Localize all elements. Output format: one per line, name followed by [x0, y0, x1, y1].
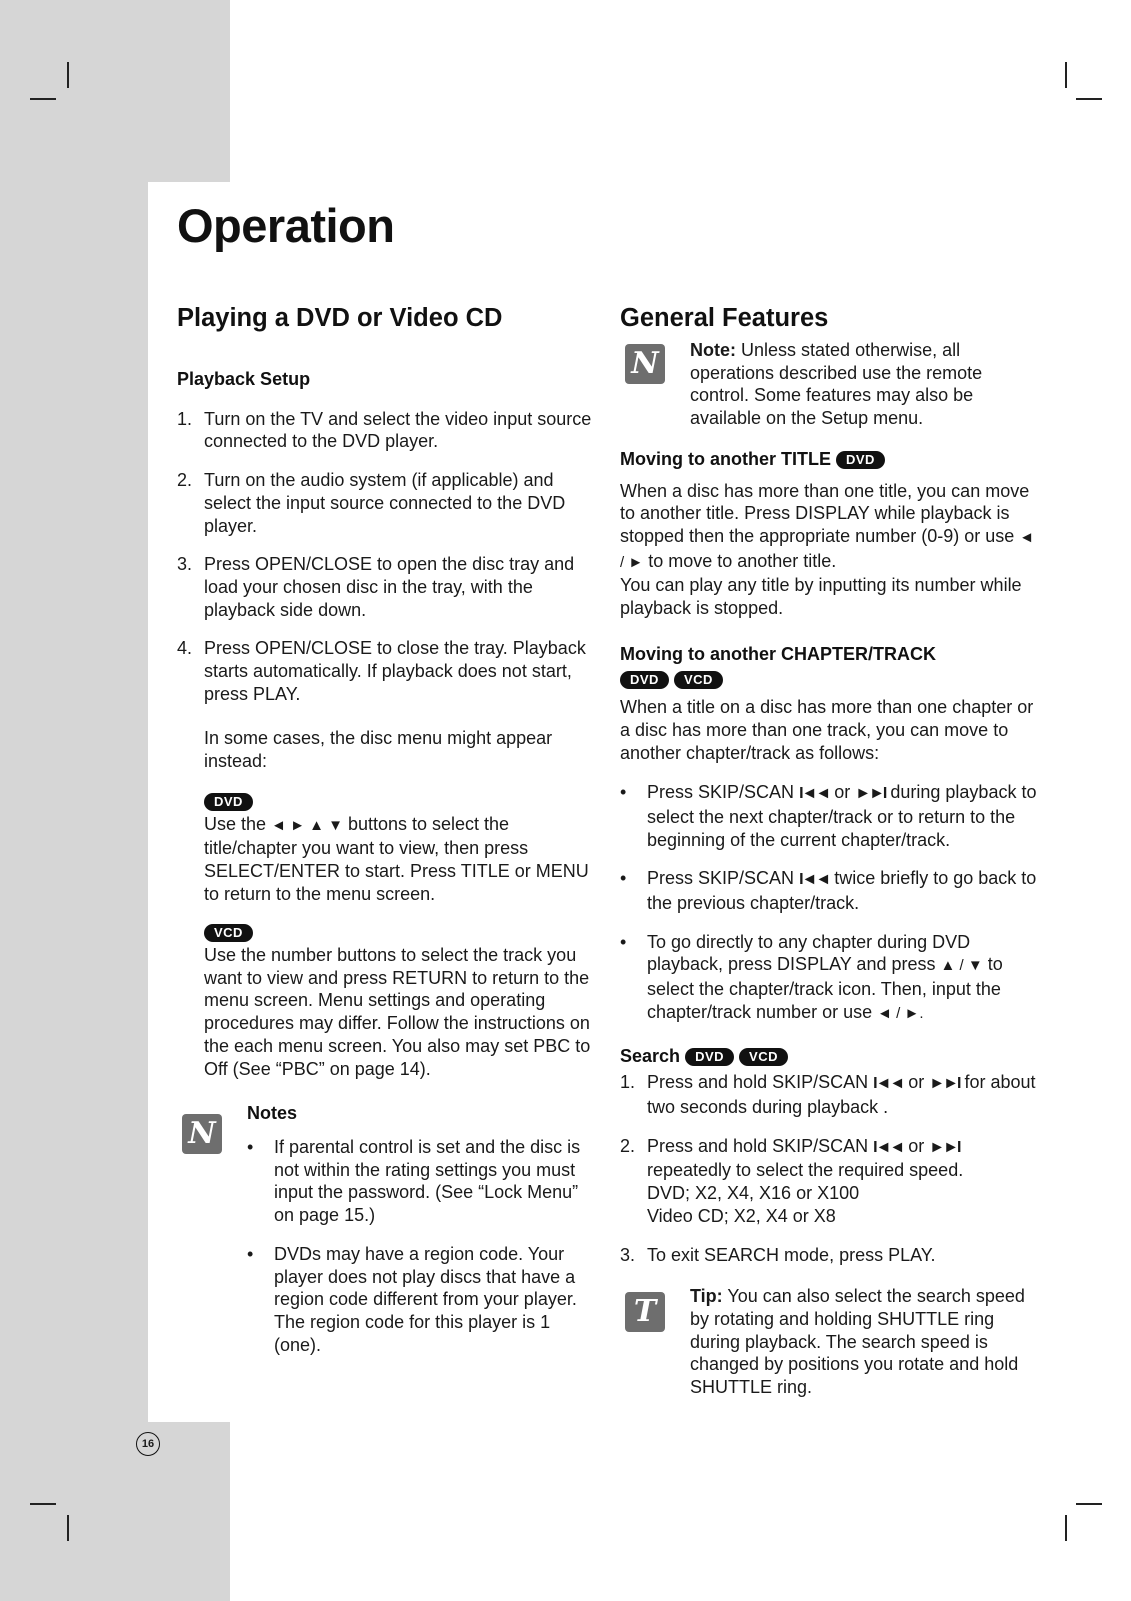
crop-mark: [1076, 1503, 1102, 1505]
title-text: When a disc has more than one title, you can move to another title. Press DISPLAY while playback is stopped then the appropriate number (0-9) or use ◄ / ► to move to another title.: [620, 480, 1035, 571]
crop-mark: [67, 1515, 69, 1541]
tip-block: [620, 1285, 1040, 1399]
skip-prev-icon: I◄◄: [873, 1075, 904, 1093]
list-item: 3. Press OPEN/CLOSE to open the disc tray and load your chosen disc in the tray, with the playback side down.: [177, 554, 575, 620]
title-text-2: You can play any title by inputting its number while playback is stopped.: [620, 575, 1022, 619]
crop-mark: [1065, 62, 1067, 88]
setup-steps: [177, 408, 597, 706]
title-heading: Moving to another TITLE DVD: [620, 448, 1040, 471]
dvd-badge: DVD: [836, 451, 885, 469]
skip-prev-icon: I◄◄: [799, 871, 830, 889]
general-note: [620, 339, 1040, 430]
crop-mark: [1076, 98, 1102, 100]
search-heading: Search DVD VCD: [620, 1045, 1040, 1068]
dvd-badge: DVD: [685, 1048, 734, 1066]
search-steps: [620, 1071, 1040, 1266]
page-number: 16: [136, 1432, 160, 1456]
note-label: Note:: [690, 340, 736, 360]
arrow-buttons-icon: ◄ ► ▲ ▼: [271, 816, 343, 834]
dvd-menu-text: Use the ◄ ► ▲ ▼ buttons to select the title/chapter you want to view, then press SELECT/ENTER to start. Press TITLE or MENU to return to the menu screen.: [204, 813, 589, 904]
vcd-badge: VCD: [739, 1048, 788, 1066]
notes-list: [247, 1136, 597, 1356]
playback-setup-heading: Playback Setup: [177, 369, 311, 389]
list-item: 1. Press and hold SKIP/SCAN I◄◄ or ►►I for about two seconds during playback .: [620, 1072, 1036, 1117]
chapter-intro: When a title on a disc has more than one chapter or a disc has more than one track, you can move to another chapter/track as follows:: [620, 697, 1034, 763]
tip-label: Tip:: [690, 1286, 723, 1307]
list-item: 4. Press OPEN/CLOSE to close the tray. Playback starts automatically. If playback does not start, press PLAY.: [177, 638, 586, 704]
general-features-heading: General Features: [620, 304, 829, 332]
right-column: [620, 302, 1040, 1399]
list-item: • Press SKIP/SCAN I◄◄ or ►►I during playback to select the next chapter/track or to return to the beginning of the current chapter/track.: [620, 782, 1037, 850]
crop-mark: [30, 98, 56, 100]
section-heading: Playing a DVD or Video CD: [177, 304, 503, 332]
list-item: 2. Press and hold SKIP/SCAN I◄◄ or ►►I repeatedly to select the required speed. DVD; X2, X4, X16 or X100 Video CD; X2, X4 or X8: [620, 1135, 964, 1226]
list-item: • Press SKIP/SCAN I◄◄ twice briefly to go back to the previous chapter/track.: [620, 868, 1037, 914]
notes-block: [177, 1102, 597, 1356]
note-text: Unless stated otherwise, all operations described use the remote control. Some features may also be available on the Setup menu.: [690, 340, 983, 429]
left-right-arrows-icon: ◄ / ►.: [877, 1004, 924, 1022]
list-item: • DVDs may have a region code. Your player does not play discs that have a region code different from your player. The region code for this player is 1 (one).: [247, 1243, 577, 1355]
disc-menu-info: [177, 727, 597, 1080]
up-down-arrows-icon: ▲ / ▼: [940, 957, 983, 975]
skip-next-icon: ►►I: [855, 785, 886, 803]
crop-mark: [30, 1503, 56, 1505]
vcd-menu-text: Use the number buttons to select the track you want to view and press RETURN to return to the menu screen. Menu settings and operating procedures may differ. Follow the instructions on the each menu screen. You also may set PBC to Off (See “PBC” on page 14).: [204, 945, 591, 1079]
chapter-heading: Moving to another CHAPTER/TRACK: [620, 643, 936, 664]
crop-mark: [67, 62, 69, 88]
vcd-badge: VCD: [674, 671, 723, 689]
chapter-badges: [620, 668, 1040, 691]
tip-text: You can also select the search speed by rotating and holding SHUTTLE ring during playback. The search speed is changed by positions you rotate and hold SHUTTLE ring.: [690, 1286, 1025, 1398]
menu-intro: In some cases, the disc menu might appear instead:: [204, 728, 553, 772]
dvd-badge: DVD: [204, 793, 253, 811]
left-column: [177, 302, 597, 1372]
list-item: 2. Turn on the audio system (if applicable) and select the input source connected to the DVD player.: [177, 470, 566, 536]
chapter-list: [620, 781, 1040, 1025]
list-item: 1. Turn on the TV and select the video input source connected to the DVD player.: [177, 408, 592, 452]
page-title: Operation: [177, 199, 395, 252]
list-item: • If parental control is set and the disc is not within the rating settings you must input the password. (See “Lock Menu” on page 15.): [247, 1136, 581, 1226]
left-right-arrows-icon: ◄ / ►: [620, 528, 1035, 571]
crop-mark: [1065, 1515, 1067, 1541]
skip-prev-icon: I◄◄: [799, 785, 830, 803]
note-icon: N: [182, 1114, 222, 1154]
list-item: 3. To exit SEARCH mode, press PLAY.: [620, 1244, 936, 1265]
notes-heading: Notes: [247, 1103, 298, 1124]
tip-icon: T: [625, 1292, 665, 1332]
skip-next-icon: ►►I: [929, 1138, 960, 1156]
note-icon: N: [625, 344, 665, 384]
list-item: • To go directly to any chapter during DVD playback, press DISPLAY and press ▲ / ▼ to select the chapter/track icon. Then, input the chapter/track number or use ◄ / ►.: [620, 931, 1003, 1022]
skip-prev-icon: I◄◄: [873, 1138, 904, 1156]
vcd-badge: VCD: [204, 924, 253, 942]
skip-next-icon: ►►I: [929, 1075, 960, 1093]
dvd-badge: DVD: [620, 671, 669, 689]
